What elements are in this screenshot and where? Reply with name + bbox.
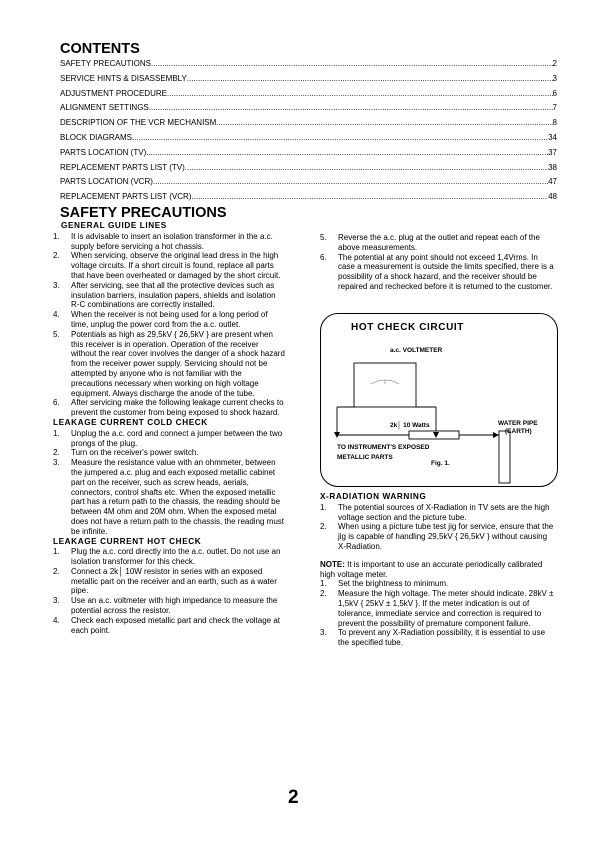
toc-item-label: DESCRIPTION OF THE VCR MECHANISM [60, 118, 217, 128]
toc-leader [216, 118, 552, 127]
toc-leader [185, 163, 548, 172]
toc-item-page: 37 [548, 147, 557, 157]
cold-check-list [53, 429, 285, 537]
toc-item[interactable] [60, 103, 557, 118]
list-item [320, 589, 556, 628]
toc-item-label: REPLACEMENT PARTS LIST (TV) [60, 162, 185, 172]
item-number: 1. [53, 547, 60, 557]
toc-leader [167, 89, 553, 98]
hot-check-heading: LEAKAGE CURRENT HOT CHECK [53, 536, 202, 546]
toc-item[interactable] [60, 148, 557, 163]
page-number: 2 [288, 787, 299, 808]
item-text: When using a picture tube test jig for service, ensure that the jig is capable of handling 29,5kV { 26,5kV } without causing X-Radiation. [338, 522, 554, 551]
water-pipe [499, 431, 510, 483]
right-column-top [320, 233, 556, 292]
item-number: 6. [53, 398, 60, 408]
toc-item-label: ADJUSTMENT PROCEDURE [60, 88, 167, 98]
item-number: 1. [53, 231, 60, 241]
pipe-arrow [493, 432, 499, 438]
toc-item-page: 47 [548, 177, 557, 187]
toc-item-label: ALIGNMENT SETTINGS [60, 103, 149, 113]
list-item [53, 567, 285, 596]
list-item [53, 281, 285, 310]
list-item [320, 233, 556, 253]
item-number: 2. [53, 448, 60, 458]
note-list [320, 579, 556, 648]
toc-item-page: 34 [548, 132, 557, 142]
resistor-label: 2k│ 10 Watts [390, 422, 430, 429]
item-number: 2. [53, 251, 60, 261]
exposed-label-1: TO INSTRUMENT'S EXPOSED [337, 444, 430, 451]
item-number: 3. [53, 458, 60, 468]
right-column-bottom [320, 492, 556, 648]
item-number: 2. [320, 522, 327, 532]
toc-item-label: PARTS LOCATION (VCR) [60, 177, 153, 187]
item-text: When servicing, observe the original lead dress in the high voltage circuits. If a short circuit is found, replace all parts that have been overheated or damaged by the short circuit. [71, 251, 281, 280]
list-item [53, 398, 285, 418]
cold-check-heading: LEAKAGE CURRENT COLD CHECK [53, 417, 208, 427]
toc-item[interactable] [60, 133, 557, 148]
toc-leader [132, 133, 548, 142]
toc-item[interactable] [60, 89, 557, 104]
item-text: The potential sources of X-Radiation in TV sets are the high voltage section and the picture tube. [338, 502, 550, 522]
list-item [53, 547, 285, 567]
item-number: 1. [320, 502, 327, 512]
item-number: 3. [53, 280, 60, 290]
item-number: 2. [320, 589, 327, 599]
item-text: Plug the a.c. cord directly into the a.c. outlet. Do not use an isolation transformer for this check. [71, 547, 281, 567]
list-item [320, 628, 556, 648]
toc-item[interactable] [60, 59, 557, 74]
water-pipe-label-2: (EARTH) [505, 428, 532, 435]
item-number: 5. [53, 329, 60, 339]
toc-leader [151, 59, 553, 68]
item-number: 3. [53, 596, 60, 606]
item-text: When the receiver is not being used for a long period of time, unplug the power cord from the a.c. outlet. [71, 310, 268, 329]
general-guidelines-list [53, 232, 285, 418]
exposed-label-2: METALLIC PARTS [337, 454, 393, 461]
toc-item[interactable] [60, 118, 557, 133]
toc-item[interactable] [60, 177, 557, 192]
item-text: The potential at any point should not exceed 1,4Vrms. In case a measurement is outside the limits specified, there is a possibility of a shock hazard, and the receiver should be repaired and rechecked before it is returned to the customer. [338, 252, 554, 291]
list-item [53, 232, 285, 252]
toc-leader [149, 103, 553, 112]
note-paragraph [320, 560, 556, 580]
item-number: 4. [53, 310, 60, 320]
hot-check-list [53, 547, 285, 635]
item-text: Set the brightness to minimum. [338, 579, 449, 589]
voltmeter-label: a.c. VOLTMETER [390, 347, 443, 354]
toc-item-page: 3 [552, 73, 557, 83]
toc-item-label: SAFETY PRECAUTIONS [60, 59, 151, 68]
list-item [53, 448, 285, 458]
item-text: Measure the resistance value with an ohmmeter, between the jumpered a.c. plug and each exposed metallic cabinet part on the receiver, such as screw heads, aerials, connectors, control shafts etc. When the exposed metallic part has a return path to the chassis, the reading should be between 4M ohm and 20M ohm. When the exposed metal does not have a return path to the chassis, the reading must be infinite. [71, 458, 285, 536]
list-item [320, 522, 556, 551]
toc-item-page: 6 [552, 88, 557, 98]
item-text: Potentials as high as 29,5kV { 26,5kV } are present when this receiver is in operation. Operation of the receiver without the rear cover involves the danger of a shock hazard from the receiver power supply. Servicing should not be attempted by anyone who is not familiar with the precautions necessary when working on high voltage equipment. Always discharge the anode of the tube. [71, 329, 285, 398]
toc-item-page: 38 [548, 162, 557, 172]
list-item [53, 616, 285, 636]
toc-leader [146, 148, 548, 157]
safety-title: SAFETY PRECAUTIONS [60, 205, 227, 221]
item-number: 2. [53, 566, 60, 576]
left-column [53, 221, 285, 635]
general-guidelines-heading: GENERAL GUIDE LINES [61, 221, 167, 230]
item-number: 3. [320, 628, 327, 638]
item-number: 1. [53, 428, 60, 438]
xray-heading: X-RADIATION WARNING [320, 492, 427, 501]
item-text: Unplug the a.c. cord and connect a jumper between the two prongs of the plug. [71, 428, 283, 448]
toc-item-label: PARTS LOCATION (TV) [60, 147, 147, 157]
item-text: Turn on the receiver's power switch. [71, 448, 199, 458]
contents-title: CONTENTS [60, 41, 140, 57]
toc-item-label: REPLACEMENT PARTS LIST (VCR) [60, 192, 192, 202]
toc-leader [187, 74, 553, 83]
item-text: To prevent any X-Radiation possibility, it is essential to use the specified tube. [338, 628, 546, 648]
item-text: It is advisable to insert an isolation transformer in the a.c. supply before servicing a hot chassis. [71, 231, 273, 251]
figure-title: HOT CHECK CIRCUIT [351, 322, 464, 333]
item-number: 6. [320, 252, 327, 262]
list-item [53, 330, 285, 399]
note-text: It is important to use an accurate periodically calibrated high voltage meter. [320, 559, 543, 579]
list-item [53, 251, 285, 280]
item-text: After servicing make the following leakage current checks to prevent the customer from being exposed to shock hazard. [71, 398, 284, 418]
item-number: 1. [320, 579, 327, 589]
xray-list [320, 503, 556, 552]
toc-item-page: 48 [548, 192, 557, 202]
general-guidelines-list-continued [320, 233, 556, 292]
list-item [320, 253, 556, 292]
item-text: After servicing, see that all the protective devices such as insulation barriers, insulation papers, shields and isolation R-C combinations are correctly installed. [71, 280, 276, 310]
note-label: NOTE: [320, 559, 345, 569]
toc-item[interactable] [60, 74, 557, 89]
item-text: Use an a.c. voltmeter with high impedance to measure the potential across the resistor. [71, 596, 278, 616]
list-item [53, 310, 285, 330]
toc-item-label: BLOCK DIAGRAMS [60, 132, 133, 142]
toc-item-label: SERVICE HINTS & DISASSEMBLY [60, 73, 187, 83]
toc-leader [153, 177, 548, 186]
item-number: 5. [320, 233, 327, 242]
hot-check-circuit-figure [320, 313, 558, 487]
toc-item-page: 8 [552, 118, 557, 128]
figure-caption: Fig. 1. [431, 460, 450, 467]
item-text: Reverse the a.c. plug at the outlet and repeat each of the above measurements. [338, 233, 540, 252]
item-number: 4. [53, 615, 60, 625]
item-text: Connect a 2k│ 10W resistor in series with an exposed metallic part on the receiver and an earth, such as a water pipe. [71, 566, 277, 596]
list-item [53, 429, 285, 449]
toc-item-page: 2 [552, 59, 557, 68]
toc-item[interactable] [60, 163, 557, 178]
toc-item-page: 7 [552, 103, 557, 113]
list-item [320, 503, 556, 523]
list-item [53, 596, 285, 616]
voltmeter-box [354, 363, 416, 407]
toc-leader [191, 192, 548, 201]
water-pipe-label-1: WATER PIPE [498, 420, 538, 427]
item-text: Check each exposed metallic part and check the voltage at each point. [71, 615, 281, 635]
table-of-contents [60, 59, 557, 207]
circuit-diagram [321, 314, 557, 486]
list-item [53, 458, 285, 536]
list-item [320, 579, 556, 589]
item-text: Measure the high voltage. The meter should indicate. 28kV ± 1,5kV { 25kV ± 1,5kV }. If the meter indication is out of tolerance, immediate service and correction is required to prevent the possibility of premature component failure. [338, 589, 554, 628]
